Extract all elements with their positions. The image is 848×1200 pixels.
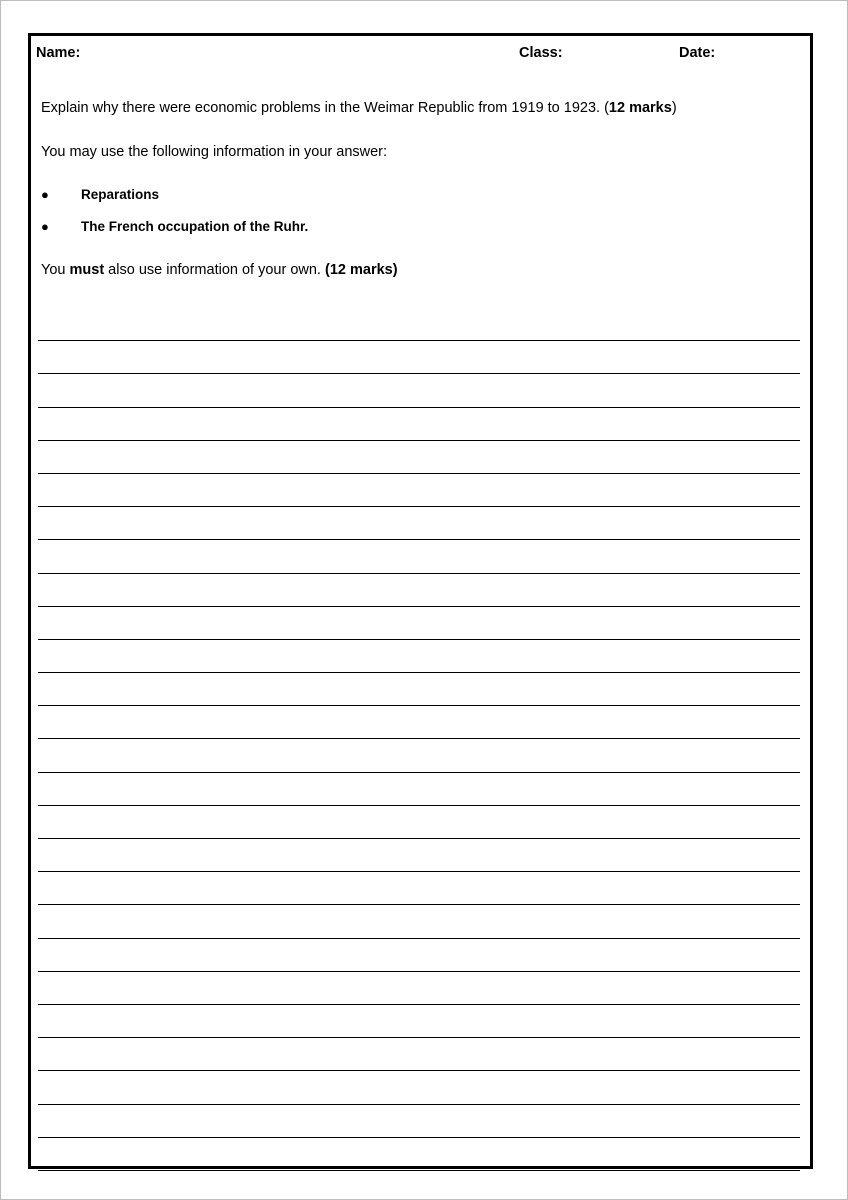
bullet-item <box>41 218 308 236</box>
answer-line[interactable] <box>38 905 800 938</box>
own-info-marks: (12 marks) <box>325 262 398 278</box>
answer-line[interactable] <box>38 441 800 474</box>
date-label: Date: <box>679 45 716 61</box>
answer-line[interactable] <box>38 939 800 972</box>
answer-line[interactable] <box>38 773 800 806</box>
answer-line[interactable] <box>38 374 800 407</box>
answer-line[interactable] <box>38 839 800 872</box>
answer-line[interactable] <box>38 640 800 673</box>
own-info-suffix: also use information of your own. <box>104 262 325 278</box>
answer-line[interactable] <box>38 607 800 640</box>
worksheet <box>28 33 813 1169</box>
answer-writing-area[interactable] <box>38 308 800 1171</box>
answer-line[interactable] <box>38 673 800 706</box>
question-prompt <box>41 99 677 117</box>
answer-line[interactable] <box>38 706 800 739</box>
answer-line[interactable] <box>38 1138 800 1171</box>
answer-line[interactable] <box>38 474 800 507</box>
answer-line[interactable] <box>38 1005 800 1038</box>
answer-line[interactable] <box>38 341 800 374</box>
answer-line[interactable] <box>38 972 800 1005</box>
own-info-emphasis: must <box>69 262 105 278</box>
class-label: Class: <box>519 45 563 61</box>
answer-line[interactable] <box>38 872 800 905</box>
bullet-icon: ● <box>41 219 49 234</box>
info-intro: You may use the following information in your answer: <box>41 144 388 160</box>
question-text: Explain why there were economic problems in the Weimar Republic from 1919 to 1923. ( <box>41 100 609 116</box>
own-info-prefix: You <box>41 262 70 278</box>
answer-line[interactable] <box>38 1038 800 1071</box>
question-close-paren: ) <box>671 100 677 116</box>
own-information-instruction <box>41 261 398 279</box>
answer-line[interactable] <box>38 507 800 540</box>
answer-line[interactable] <box>38 1071 800 1104</box>
bullet-icon: ● <box>41 187 49 202</box>
bullet-label: The French occupation of the Ruhr. <box>81 219 309 234</box>
answer-line[interactable] <box>38 540 800 573</box>
name-label: Name: <box>36 45 81 61</box>
answer-line[interactable] <box>38 574 800 607</box>
answer-line[interactable] <box>38 806 800 839</box>
bullet-item <box>41 186 159 204</box>
bullet-label: Reparations <box>81 187 160 202</box>
answer-line[interactable] <box>38 308 800 341</box>
answer-line[interactable] <box>38 1105 800 1138</box>
question-marks: 12 marks <box>608 100 672 116</box>
answer-line[interactable] <box>38 408 800 441</box>
answer-line[interactable] <box>38 739 800 772</box>
